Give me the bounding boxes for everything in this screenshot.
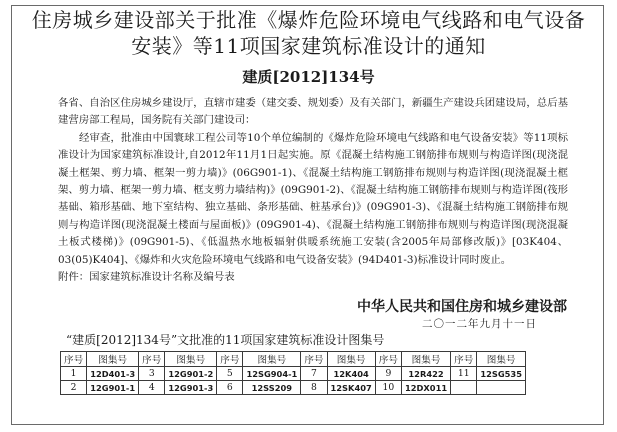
notice-title-line-2: 安装》等11项国家建筑标准设计的通知: [131, 34, 486, 58]
issuing-authority: 中华人民共和国住房和城乡建设部: [357, 299, 567, 315]
header-cell-atlas: 图集号: [327, 352, 375, 367]
attachment-note: 附件：国家建筑标准设计名称及编号表: [58, 271, 235, 284]
atlas-number-cell: 12G901-2: [165, 367, 217, 381]
notice-body: [58, 95, 568, 286]
header-cell-atlas: 图集号: [243, 352, 301, 367]
atlas-number-table: [60, 351, 526, 395]
serial-cell: 7: [301, 367, 327, 381]
serial-cell: 9: [375, 367, 401, 381]
header-cell-atlas: 图集号: [477, 352, 526, 367]
atlas-number-cell: 12SS209: [243, 381, 301, 395]
atlas-number-cell: 12G901-3: [165, 381, 217, 395]
salutation: 各省、自治区住房城乡建设厅，直辖市建委（建交委、规划委）及有关部门，新疆生产建设兵团建设局，总后基建营房部工程局，国务院有关部门建设司：: [58, 97, 568, 127]
serial-cell: 10: [375, 381, 401, 395]
serial-cell: 3: [139, 367, 165, 381]
header-cell-atlas: 图集号: [87, 352, 139, 367]
atlas-number-cell: 12R422: [401, 367, 450, 381]
serial-cell: 8: [301, 381, 327, 395]
serial-cell: 5: [217, 367, 243, 381]
table-header-row: [61, 352, 526, 367]
serial-cell: [451, 381, 477, 395]
header-cell-serial: 序号: [451, 352, 477, 367]
header-cell-atlas: 图集号: [165, 352, 217, 367]
atlas-number-cell: 12D401-3: [87, 367, 139, 381]
table-row: [61, 367, 526, 381]
serial-cell: 2: [61, 381, 87, 395]
serial-cell: 6: [217, 381, 243, 395]
atlas-number-cell: 12SK407: [327, 381, 375, 395]
serial-cell: 1: [61, 367, 87, 381]
table-caption: “建质[2012]134号”文批准的11项国家建筑标准设计图集号: [66, 333, 385, 347]
atlas-number-cell: 12SG904-1: [243, 367, 301, 381]
document-number: 建质[2012]134号: [242, 68, 375, 86]
atlas-number-cell: 12K404: [327, 367, 375, 381]
serial-cell: 11: [451, 367, 477, 381]
serial-cell: 4: [139, 381, 165, 395]
main-paragraph: 经审查，批准由中国寰球工程公司等10个单位编制的《爆炸危险环境电气线路和电气设备安装》等11项标准设计为国家建筑标准设计,自2012年11月1日起实施。原《混凝土结构施工钢筋排布规则与构造详图(现浇混凝土框架、剪力墙、框架一剪力墙)》(06G901-1)、《混凝土结构施工钢筋排布规则与构造详图(现浇混凝土框架、剪力墙、框架一剪力墙、框支剪力墙结构)》(09G901-2)、《混凝土结构施工钢筋排布规则与构造详图(筏形基础、箱形基础、地下室结构、独立基础、条形基础、桩基承台)》(09G901-3)、《混凝土结构施工钢筋排布规则与构造详图(现浇混凝土楼面与屋面板)》(09G901-4)、《混凝土结构施工钢筋排布规则与构造详图(现浇混凝土板式楼梯)》(09G901-5)、《低温热水地板辐射供暖系统施工安装(含2005年局部修改版)》[03K404、03(05)K404]、《爆炸和火灾危险环境电气线路和电气设备安装》(94D401-3)标准设计同时废止。: [58, 131, 568, 266]
atlas-number-cell: [477, 381, 526, 395]
header-cell-serial: 序号: [139, 352, 165, 367]
issue-date: 二〇一二年九月十一日: [422, 318, 537, 330]
header-cell-serial: 序号: [61, 352, 87, 367]
atlas-number-cell: 12SG535: [477, 367, 526, 381]
header-cell-atlas: 图集号: [401, 352, 450, 367]
atlas-number-cell: 12G901-1: [87, 381, 139, 395]
header-cell-serial: 序号: [217, 352, 243, 367]
atlas-number-cell: 12DX011: [401, 381, 450, 395]
header-cell-serial: 序号: [301, 352, 327, 367]
notice-title-line-1: 住房城乡建设部关于批准《爆炸危险环境电气线路和电气设备: [31, 8, 586, 32]
header-cell-serial: 序号: [375, 352, 401, 367]
table-row: [61, 381, 526, 395]
